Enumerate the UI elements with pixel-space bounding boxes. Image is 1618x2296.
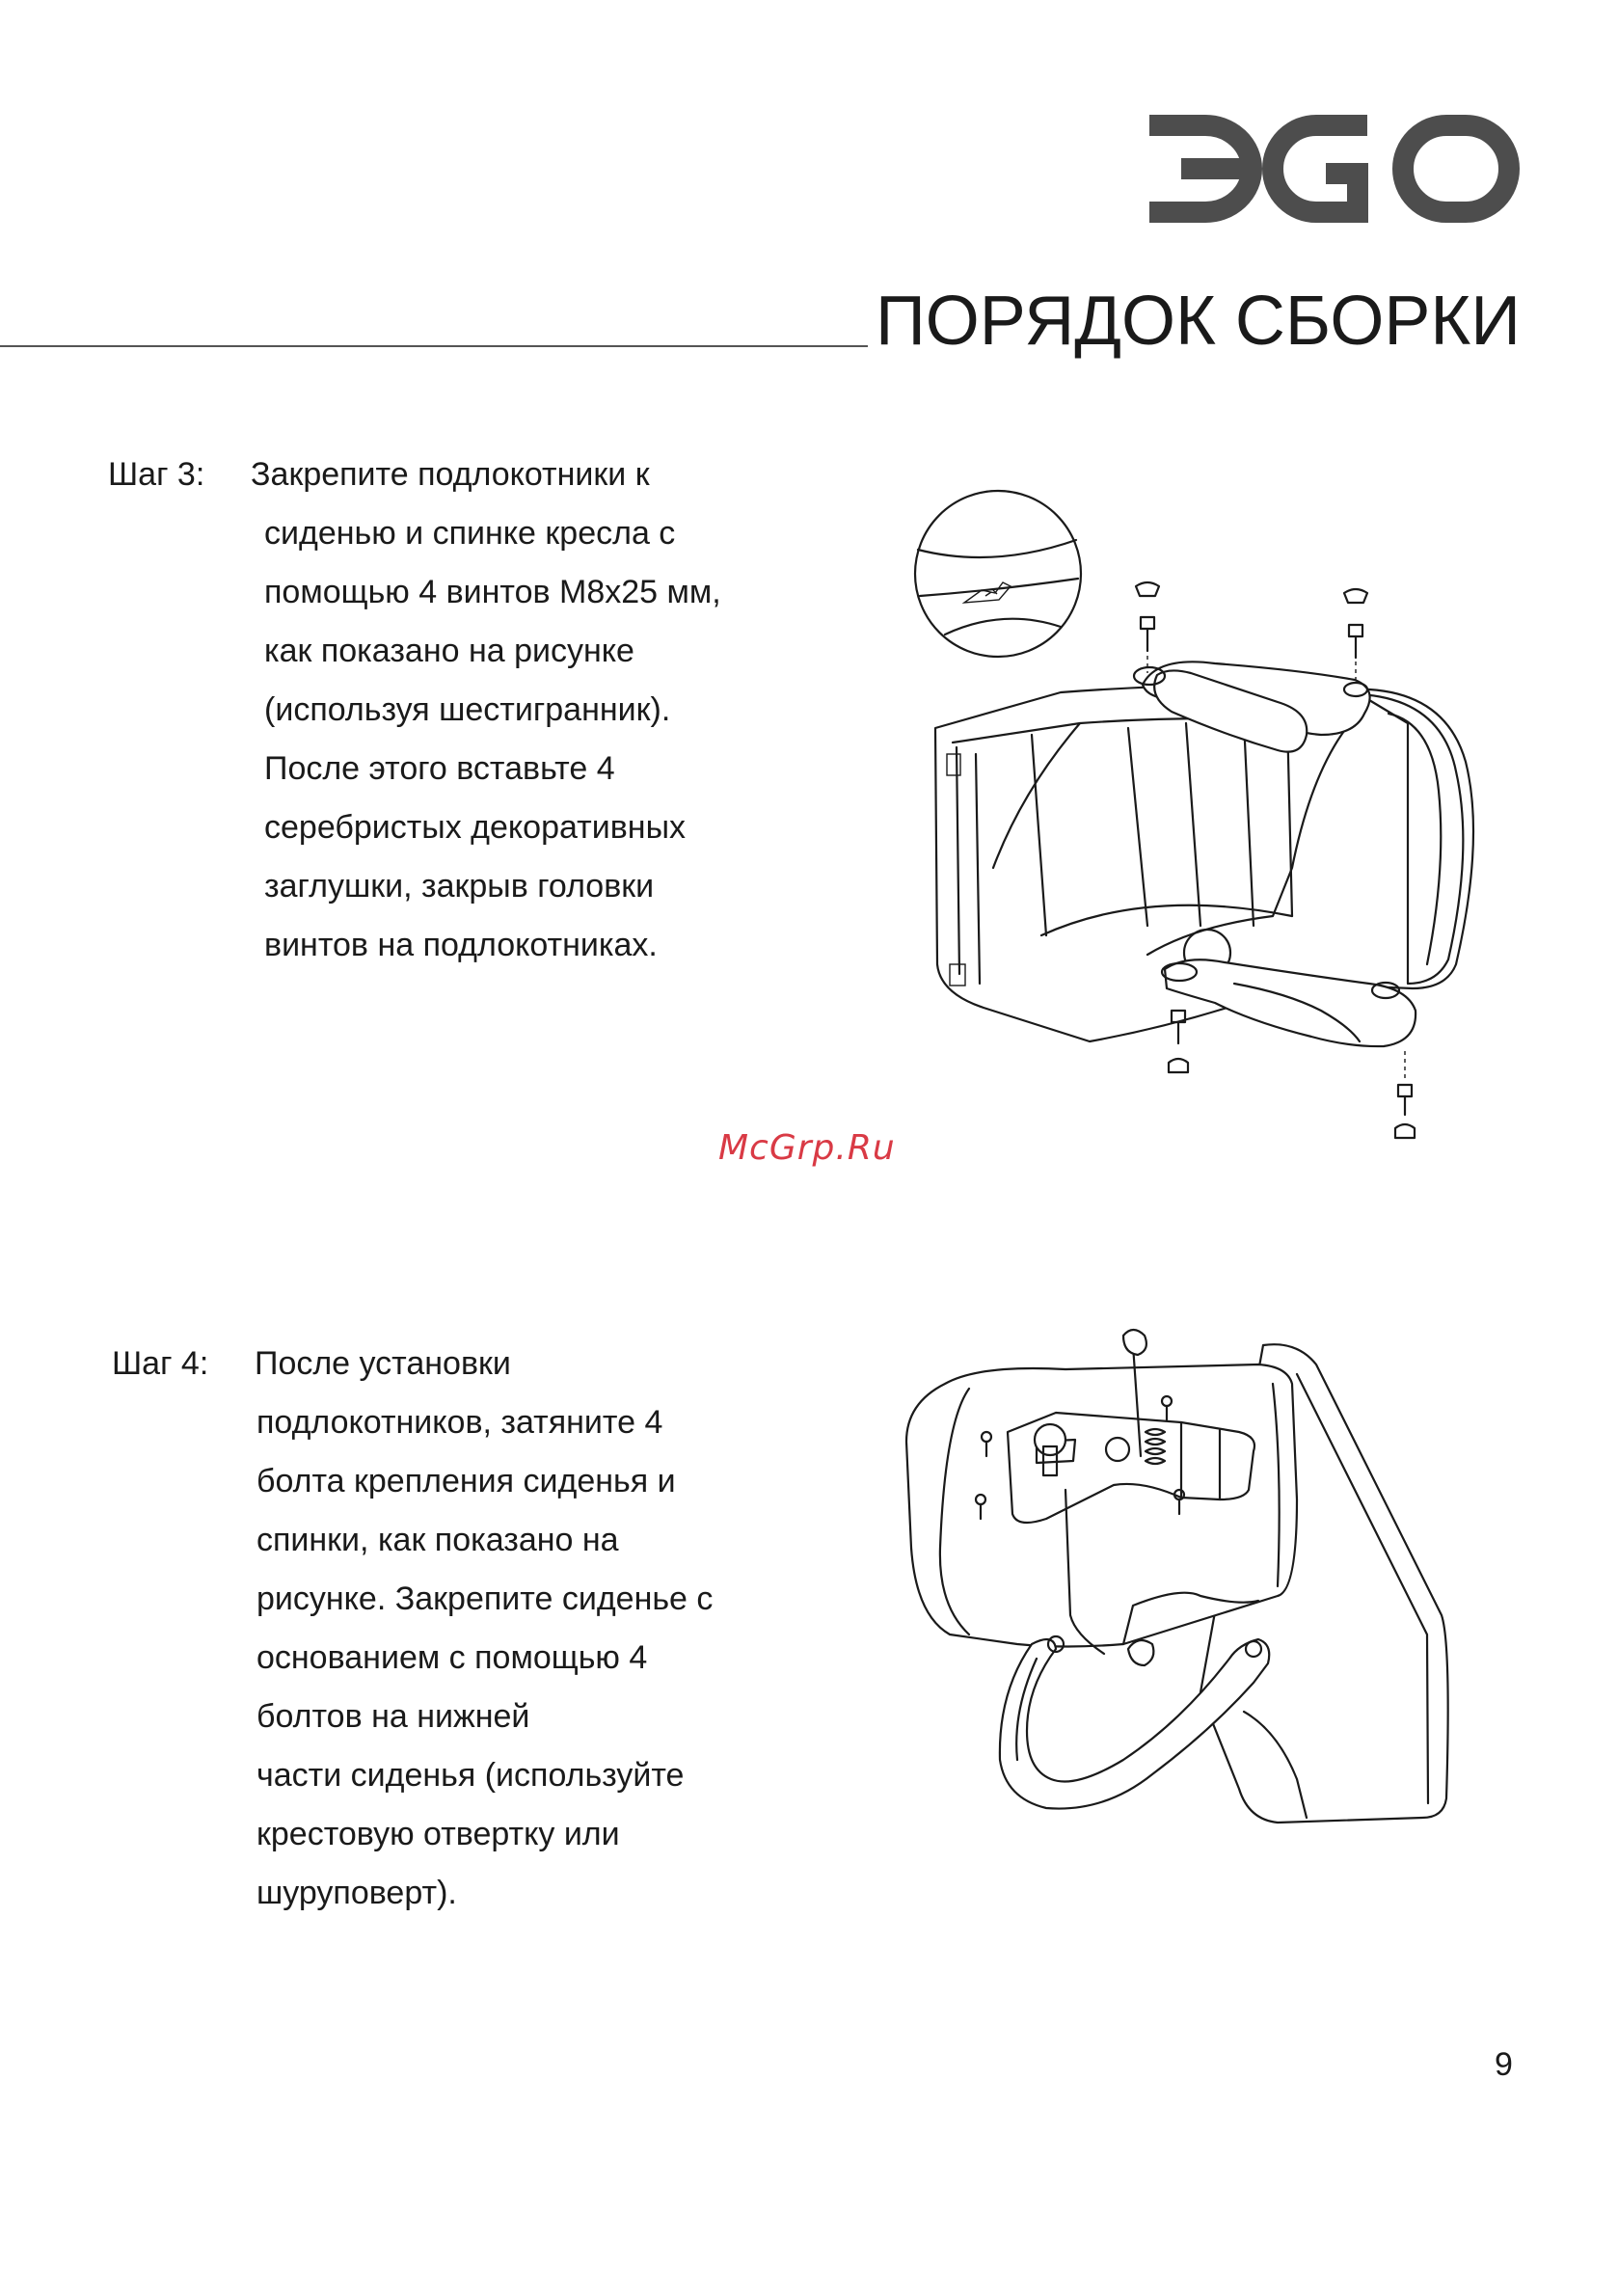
step-3-line: заглушки, закрыв головки bbox=[264, 868, 655, 905]
step-3-illustration bbox=[906, 482, 1485, 1157]
step-4-line: болта крепления сиденья и bbox=[256, 1463, 676, 1499]
step-4-line: болтов на нижней bbox=[256, 1698, 530, 1735]
step-4-line: После установки bbox=[255, 1345, 511, 1382]
step-4-line: части сиденья (используйте bbox=[256, 1757, 685, 1794]
step-4-line: рисунке. Закрепите сиденье с bbox=[256, 1580, 714, 1617]
step-3-line: (используя шестигранник). bbox=[264, 691, 671, 728]
screw-icon bbox=[1136, 582, 1159, 673]
page-title: ПОРЯДОК СБОРКИ bbox=[876, 283, 1522, 360]
step-3-line: как показано на рисунке bbox=[264, 633, 634, 669]
step-4-line: шуруповерт). bbox=[256, 1875, 457, 1911]
step-3-line: После этого вставьте 4 bbox=[264, 750, 615, 787]
step-4-label: Шаг 4: bbox=[112, 1345, 209, 1382]
step-4-line: подлокотников, затяните 4 bbox=[256, 1404, 663, 1441]
detail-zoom-circle bbox=[915, 491, 1081, 657]
page-number: 9 bbox=[1495, 2046, 1513, 2083]
screw-icon bbox=[1344, 589, 1367, 681]
step-3-label: Шаг 3: bbox=[108, 456, 205, 493]
screw-icon bbox=[1395, 1051, 1415, 1138]
watermark: McGrp.Ru bbox=[718, 1128, 896, 1168]
step-4-illustration bbox=[892, 1326, 1470, 1904]
step-3-line: винтов на подлокотниках. bbox=[264, 927, 658, 963]
step-3-text bbox=[108, 446, 721, 975]
step-4-text bbox=[112, 1335, 713, 1923]
step-3-line: помощью 4 винтов М8х25 мм, bbox=[264, 574, 721, 610]
step-4-line: крестовую отвертку или bbox=[256, 1816, 620, 1852]
step-4-line: спинки, как показано на bbox=[256, 1522, 619, 1558]
step-3-line: серебристых декоративных bbox=[264, 809, 687, 846]
step-3-line: сиденью и спинке кресла с bbox=[264, 515, 676, 552]
step-3-line: Закрепите подлокотники к bbox=[251, 456, 650, 493]
title-rule bbox=[0, 345, 868, 347]
step-4-line: основанием с помощью 4 bbox=[256, 1639, 648, 1676]
ego-logo bbox=[1138, 104, 1524, 230]
